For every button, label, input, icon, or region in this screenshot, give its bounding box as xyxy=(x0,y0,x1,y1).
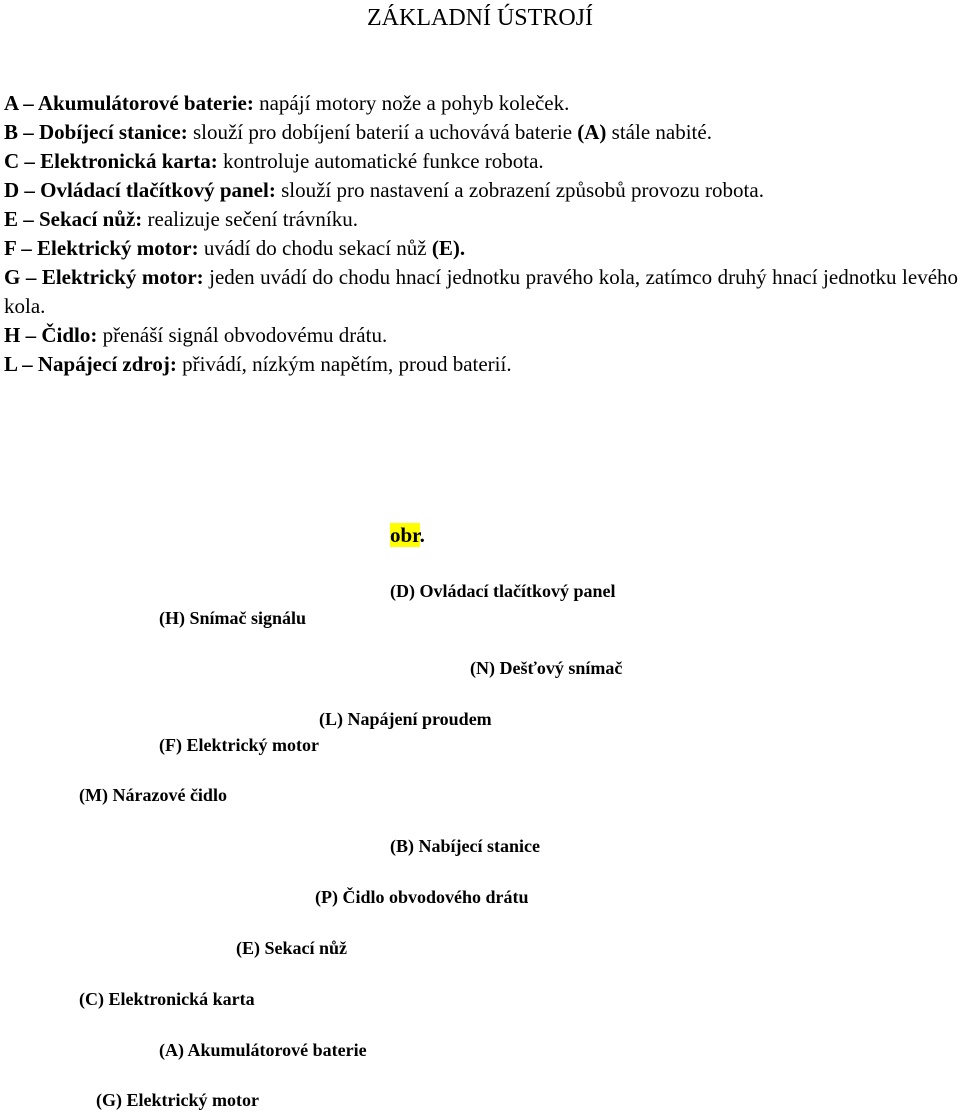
legend-item-c xyxy=(4,147,958,176)
legend-item-g xyxy=(4,263,958,321)
figure-label-p: (P) Čidlo obvodového drátu xyxy=(315,887,529,907)
figure-label-m: (M) Nárazové čidlo xyxy=(79,785,227,805)
legend-reference: (A) xyxy=(577,120,607,144)
legend-text: jeden uvádí do chodu hnací jednotku pravého kola, zatímco druhý hnací jednotku levého kola. xyxy=(4,265,959,318)
figure-caption xyxy=(390,521,425,549)
legend-text: přenáší signál obvodovému drátu. xyxy=(97,323,388,347)
page-title: ZÁKLADNÍ ÚSTROJÍ xyxy=(367,5,593,31)
legend-key: E – Sekací nůž: xyxy=(4,207,143,231)
figure-caption-rest: . xyxy=(419,523,425,547)
figure-label-e: (E) Sekací nůž xyxy=(236,938,348,958)
legend-item-a xyxy=(4,89,958,118)
legend-item-f xyxy=(4,234,958,263)
figure-label-l: (L) Napájení proudem xyxy=(319,709,492,729)
figure-label-f: (F) Elektrický motor xyxy=(159,735,319,755)
figure-label-c: (C) Elektronická karta xyxy=(79,989,255,1009)
legend-key: L – Napájecí zdroj: xyxy=(4,352,177,376)
legend-item-b xyxy=(4,118,958,147)
legend-text: napájí motory nože a pohyb koleček. xyxy=(253,91,570,115)
legend-item-h xyxy=(4,321,958,350)
legend-item-e xyxy=(4,205,958,234)
figure-label-d: (D) Ovládací tlačítkový panel xyxy=(390,581,616,601)
legend-key: G – Elektrický motor: xyxy=(4,265,204,289)
legend-text: uvádí do chodu sekací nůž xyxy=(198,236,432,260)
legend-item-l xyxy=(4,350,958,379)
figure-label-a: (A) Akumulátorové baterie xyxy=(159,1040,367,1060)
legend-text: realizuje sečení trávníku. xyxy=(142,207,358,231)
legend-item-d xyxy=(4,176,958,205)
legend-key: D – Ovládací tlačítkový panel: xyxy=(4,178,276,202)
figure-label-n: (N) Dešťový snímač xyxy=(470,658,623,678)
legend-key: A – Akumulátorové baterie: xyxy=(4,91,254,115)
legend-text: slouží pro dobíjení baterií a uchovává baterie xyxy=(187,120,578,144)
legend-key: H – Čidlo: xyxy=(4,323,98,347)
legend-text: kontroluje automatické funkce robota. xyxy=(217,149,544,173)
legend-text: slouží pro nastavení a zobrazení způsobů provozu robota. xyxy=(275,178,764,202)
legend-text-tail: stále nabité. xyxy=(606,120,712,144)
legend-key: C – Elektronická karta: xyxy=(4,149,218,173)
legend-key: F – Elektrický motor: xyxy=(4,236,199,260)
legend-key: B – Dobíjecí stanice: xyxy=(4,120,188,144)
component-legend xyxy=(4,89,958,379)
legend-reference: (E). xyxy=(431,236,466,260)
figure-label-g: (G) Elektrický motor xyxy=(96,1090,259,1110)
legend-text: přivádí, nízkým napětím, proud baterií. xyxy=(176,352,512,376)
figure-caption-highlight: obr xyxy=(390,523,420,547)
figure-label-b: (B) Nabíjecí stanice xyxy=(390,836,540,856)
figure-label-h: (H) Snímač signálu xyxy=(159,608,307,628)
